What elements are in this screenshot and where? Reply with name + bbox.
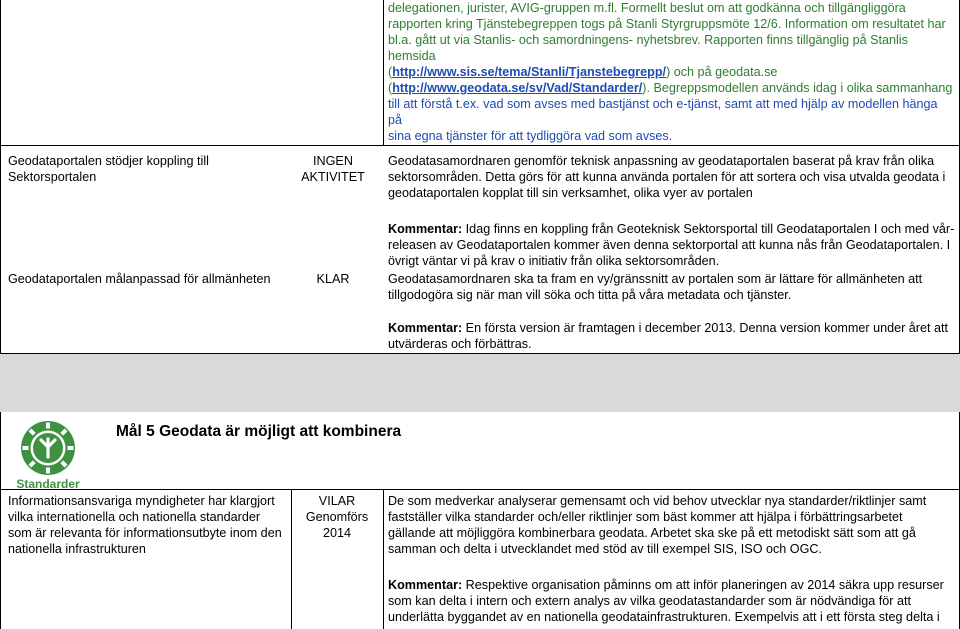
status-line: VILAR [318,494,356,508]
row-comment [388,320,948,352]
comment-text: En första version är framtagen i december 2013. Denna version kommer under året att utvärderas och förbättras. [388,321,948,351]
comment-label: Kommentar: [388,222,463,236]
row-comment [388,577,948,625]
row-status: INGEN AKTIVITET [301,154,365,184]
row-comment [388,221,956,269]
status-line: Genomförs [305,510,369,524]
comment-text: Idag finns en koppling från Geoteknisk Sektorsportal till Geodataportalen I och med vår-releasen av Geodataportalen kommer även denna sektorportal att kunna nås från Geodataportalen. I övrigt väntar vi på krav o initiativ från olika sektorsområden. [388,222,955,268]
table-border [0,0,1,629]
text-line: till att förstå t.ex. vad som avses med bastjänst och e-tjänst, samt att med hjälp av modellen hänga på [388,97,938,127]
text-line [388,64,953,80]
comment-label: Kommentar: [388,578,463,592]
row-goal: Geodataportalen stödjer koppling till Sektorsportalen [8,154,209,184]
table-border [0,489,960,490]
text-fragment: ( [388,65,393,79]
goal-title: Mål 5 Geodata är möjligt att kombinera [116,423,402,440]
row-description: De som medverkar analyserar gemensamt och vid behov utvecklar nya standarder/riktlinjer samt fastställer vilka standarder och/eller riktlinjer som bäst kommer att hjälpa i förbättringsarbetet gällande att möjliggöra kombinerbara geodata. Arbetet ska ske på ett metodiskt sätt som att gå samman och delta i utvecklandet med stöd av till exempel SIS, ISO och OGC. [388,494,927,556]
logo-label: Standarder [16,477,80,491]
row-description: Geodatasamordnaren genomför teknisk anpassning av geodataportalen baserat på krav från olika sektorsområden. Detta görs för att kunna använda portalen för att sortera och visa utvalda geodata i geodataportalen kopplat till sin verksamhet, olika vyer av portalen [388,154,946,200]
section-band [0,354,960,412]
row-goal: Informationsansvariga myndigheter har klargjort vilka internationella och nationella standarder som är relevanta för informationsutbyte inom den nationella infrastrukturen [8,494,282,556]
row-status: KLAR [316,272,350,286]
text-line [388,80,953,96]
text-fragment: ) och på geodata.se [666,65,778,79]
top-text-block [388,0,953,144]
table-border [0,145,960,146]
text-fragment: ( [388,81,393,95]
text-line: delegationen, jurister, AVIG-gruppen m.fl. Formellt beslut om att godkänna och tillgängliggöra [388,1,906,15]
comment-text: Respektive organisation påminns om att inför planeringen av 2014 säkra upp resurser som kan delta i intern och extern analys av vilka geodatastandarder som är nödvändiga för att underlätta byggandet av en nationella geodatainfrastrukturen. Exempelvis att i ett första steg delta i [388,578,944,624]
geodata-link[interactable]: http://www.geodata.se/sv/Vad/Standarder/ [392,81,643,95]
text-line: bl.a. gått ut via Stanlis- och samordningens- nyhetsbrev. Rapporten finns tillgänglig på Stanlis hemsida [388,33,908,63]
row-description: Geodatasamordnaren ska ta fram en vy/gränssnitt av portalen som är lättare för allmänheten att tillgodogöra sig när man vill söka och titta på våra metadata och tjänster. [388,272,923,302]
stanli-link[interactable]: http://www.sis.se/tema/Stanli/Tjanstebegrepp/ [392,65,667,79]
row-status [292,493,382,541]
comment-label: Kommentar: [388,321,463,335]
table-border [383,489,384,629]
standarder-logo [11,419,85,495]
text-line: sina egna tjänster för att tydliggöra vad som avses. [388,129,673,143]
status-line: 2014 [322,526,352,540]
text-fragment: ). Begreppsmodellen används idag i olika sammanhang [642,81,953,95]
text-line: rapporten kring Tjänstebegreppen togs på Stanli Styrgruppsmöte 12/6. Information om resultatet har [388,17,946,31]
row-goal: Geodataportalen målanpassad för allmänheten [8,272,271,286]
table-border [383,0,384,145]
